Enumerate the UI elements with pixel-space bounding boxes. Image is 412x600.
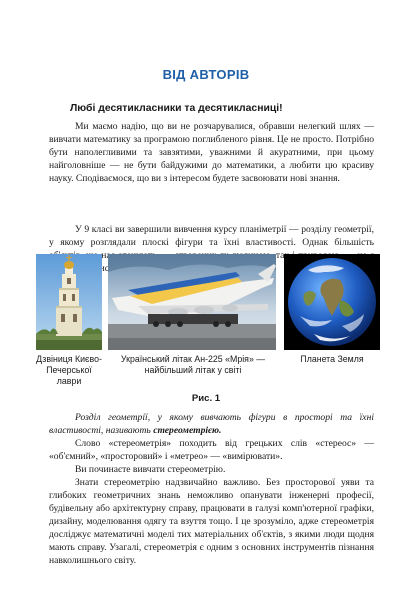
paragraph-importance: Знати стереометрію надзвичайно важливо. Без просторової уяви та глибоких геометричних знань неможливо опанувати інженерні професії, будівельну або архітектурну справу, працювати в галузі комп'ютерної графіки, дизайну, моделювання одягу та взуття тощо. І це зрозуміло, адже стереометрія досліджує математичні моделі тих матеріальних об'єктів, з якими люди щодня мають справу. Узагалі, стереометрія є одним з основних інструментів пізнання навколишнього світу.	[49, 477, 374, 566]
greeting-line: Любі десятикласники та десятикласниці!	[70, 103, 283, 114]
caption-earth: Планета Земля	[300, 354, 364, 364]
earth-photo	[284, 254, 380, 350]
an225-airplane-photo	[108, 254, 276, 350]
paragraph-intro: Ми маємо надію, що ви не розчарувалися, обравши нелегкий шлях — вивчати математику за програмою поглибленого рівня. Це не просто. Потрібно бути наполегливими та завзятими, уважними й акуратними, при цьому найголовніше — не бути байдужими до математики, а любити цю красиву науку. Сподіваємося, що ви з інтересом будете засвоювати нові знання.	[49, 121, 374, 184]
definition-text: Розділ геометрії, у якому вивчають фігури в просторі та їхні властивості, називають	[49, 412, 374, 436]
paragraph-etymology: Слово «стереометрія» походить від грецьких слів «стереос» — «об'ємний», «просторовий» і «метрео» — «вимірювати».	[49, 438, 374, 462]
paragraph-planimetry: У 9 класі ви завершили вивчення курсу планіметрії — розділу геометрії, у якому розглядали плоскі фігури та їхні властивості. Однак більшість так	[49, 224, 374, 261]
definition-term: стереометрією.	[153, 425, 222, 436]
paragraph-definition	[49, 411, 374, 437]
page-heading: ВІД АВТОРІВ	[162, 67, 250, 82]
paragraph-start: Ви починаєте вивчати стереометрію.	[75, 464, 226, 475]
caption-bell-tower: Дзвіниця Києво-Печерської лаври	[36, 354, 102, 386]
bell-tower-photo	[36, 254, 102, 350]
caption-airplane: Український літак Ан-225 «Мрія» — найбільший літак у світі	[120, 354, 266, 375]
figure-label: Рис. 1	[191, 393, 221, 404]
